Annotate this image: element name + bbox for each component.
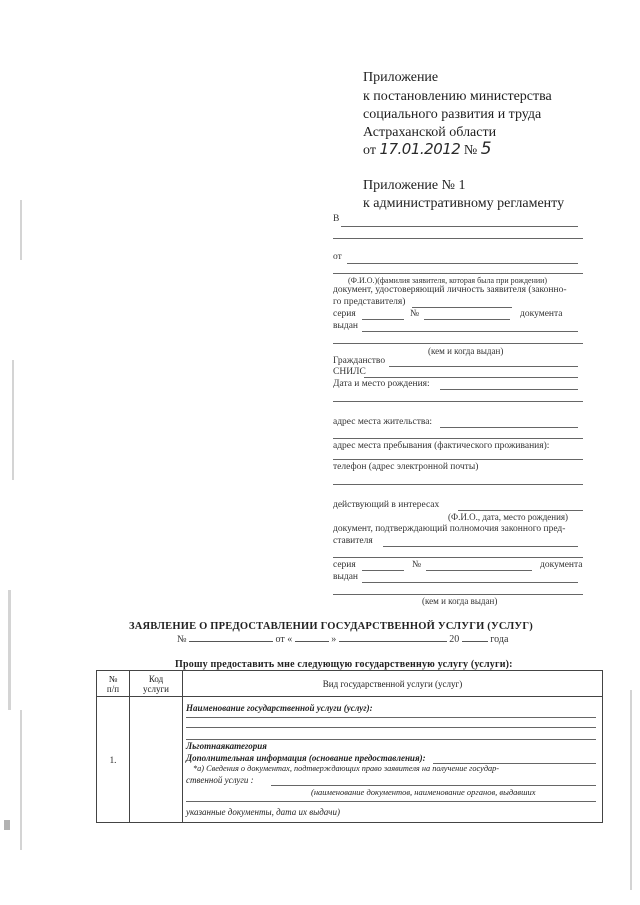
table-header-row <box>97 671 603 697</box>
issued-line-2 <box>333 343 583 344</box>
residence-line-2 <box>333 438 583 439</box>
statement-year: 20 <box>449 634 460 645</box>
statement-num-label: № <box>177 634 187 645</box>
birth-line-2 <box>333 401 583 402</box>
issued-line <box>362 331 578 332</box>
docs-line-blank-2 <box>186 801 596 802</box>
statement-year-suffix: года <box>490 634 509 645</box>
col-code-header: Код услуги <box>130 671 183 697</box>
statement-close: » <box>331 634 337 645</box>
rep-doc-2: ставителя <box>333 536 373 546</box>
to-label: В <box>333 214 340 224</box>
citizenship-line <box>389 366 578 367</box>
acting-line <box>458 510 583 511</box>
service-name-label: Наименование государственной услуги (услуг): <box>186 703 373 713</box>
from-line <box>347 263 578 264</box>
appendix-title: Приложение № 1 <box>363 178 466 193</box>
header-block <box>363 70 603 211</box>
table-row <box>97 697 603 823</box>
docs-line-1: *а) Сведения о документах, подтверждающих право заявителя на получение государ- <box>193 764 500 773</box>
category-label: Льготнаякатегория <box>186 741 267 751</box>
issued-label-2: выдан <box>333 572 359 582</box>
service-line-2 <box>186 727 596 728</box>
col-num-header: № п/п <box>97 671 130 697</box>
issued-line-3 <box>362 582 578 583</box>
statement-number-line <box>177 634 508 645</box>
id-doc-2: го представителя) <box>333 297 406 307</box>
appendix-sub: к административному регламенту <box>363 196 565 211</box>
acting-note: (Ф.И.О., дата, место рождения) <box>448 512 569 522</box>
request-text: Прошу предоставить мне следующую государственную услугу (услуги): <box>175 659 513 670</box>
service-line-3 <box>186 739 596 740</box>
phone-line <box>333 484 583 485</box>
header-line-2: к постановлению министерства <box>363 89 552 104</box>
series-line-2 <box>362 570 404 571</box>
rep-doc-1: документ, подтверждающий полномочия законного пред- <box>333 524 566 534</box>
stay-line <box>333 459 583 460</box>
statement-day-blank <box>295 641 329 642</box>
from-line-2 <box>333 273 583 274</box>
header-line-4: Астраханской области <box>363 125 497 140</box>
scan-noise-1 <box>20 200 22 260</box>
snils-line <box>364 377 578 378</box>
residence-line <box>440 427 578 428</box>
scan-noise-3 <box>8 590 11 710</box>
rep-doc-line <box>383 546 578 547</box>
series-label-2: серия <box>333 560 356 570</box>
birth-label: Дата и место рождения: <box>333 379 430 389</box>
document-label: документа <box>520 309 563 319</box>
handwritten-date: 17.01.2012 <box>379 140 461 158</box>
id-doc-line <box>412 307 512 308</box>
header-date-line <box>363 139 603 159</box>
docs-note: (наименование документов, наименование органов, выдавших <box>311 787 536 797</box>
issued-label: выдан <box>333 321 359 331</box>
statement-from: от « <box>275 634 293 645</box>
handwritten-number: 5 <box>480 139 492 159</box>
document-label-2: документа <box>540 560 583 570</box>
statement-year-blank <box>462 641 488 642</box>
extra-info-label: Дополнительная информация (основание предоставления): <box>186 753 426 763</box>
snils-label: СНИЛС <box>333 367 366 377</box>
docs-last: указанные документы, дата их выдачи) <box>186 807 340 817</box>
row-num: 1. <box>97 697 130 823</box>
statement-month-blank <box>339 641 447 642</box>
scan-noise-6 <box>630 690 632 890</box>
date-prefix: от <box>363 143 376 158</box>
issued-line-4 <box>333 594 583 595</box>
header-line-1: Приложение <box>363 70 439 85</box>
issued-note-2: (кем и когда выдан) <box>422 596 498 606</box>
phone-label: телефон (адрес электронной почты) <box>333 462 479 472</box>
birth-line <box>440 389 578 390</box>
number-prefix: № <box>463 143 478 158</box>
acting-label: действующий в интересах <box>333 500 440 510</box>
row-code <box>130 697 183 823</box>
number-line <box>424 319 510 320</box>
docs-line-blank <box>271 785 596 786</box>
citizenship-label: Гражданство <box>333 356 386 366</box>
from-label: от <box>333 252 342 262</box>
series-line <box>362 319 404 320</box>
to-line <box>341 226 578 227</box>
statement-num-blank <box>189 641 273 642</box>
stay-label: адрес места пребывания (фактического проживания): <box>333 441 550 451</box>
rep-doc-line-2 <box>333 557 583 558</box>
statement-title: ЗАЯВЛЕНИЕ О ПРЕДОСТАВЛЕНИИ ГОСУДАРСТВЕННОЙ УСЛУГИ (УСЛУГ) <box>129 621 533 632</box>
col-type-header: Вид государственной услуги (услуг) <box>183 671 603 697</box>
id-doc-1: документ, удостоверяющий личность заявителя (законно- <box>333 285 567 295</box>
scan-noise-5 <box>4 820 10 830</box>
header-line-3: социального развития и труда <box>363 107 542 122</box>
residence-label: адрес места жительства: <box>333 417 433 427</box>
row-service-details <box>183 697 603 823</box>
number-line-2 <box>426 570 532 571</box>
number-label-2: № <box>412 560 422 570</box>
service-line-1 <box>186 717 596 718</box>
number-label: № <box>410 309 420 319</box>
fio-note: (Ф.И.О.)(фамилия заявителя, которая была при рождении) <box>348 276 548 285</box>
services-table <box>96 670 603 823</box>
scan-noise-4 <box>20 710 22 850</box>
to-line-2 <box>333 238 583 239</box>
series-label: серия <box>333 309 356 319</box>
docs-line-2: ственной услуги : <box>186 775 254 785</box>
issued-note: (кем и когда выдан) <box>428 346 504 356</box>
scan-noise-2 <box>12 360 14 480</box>
